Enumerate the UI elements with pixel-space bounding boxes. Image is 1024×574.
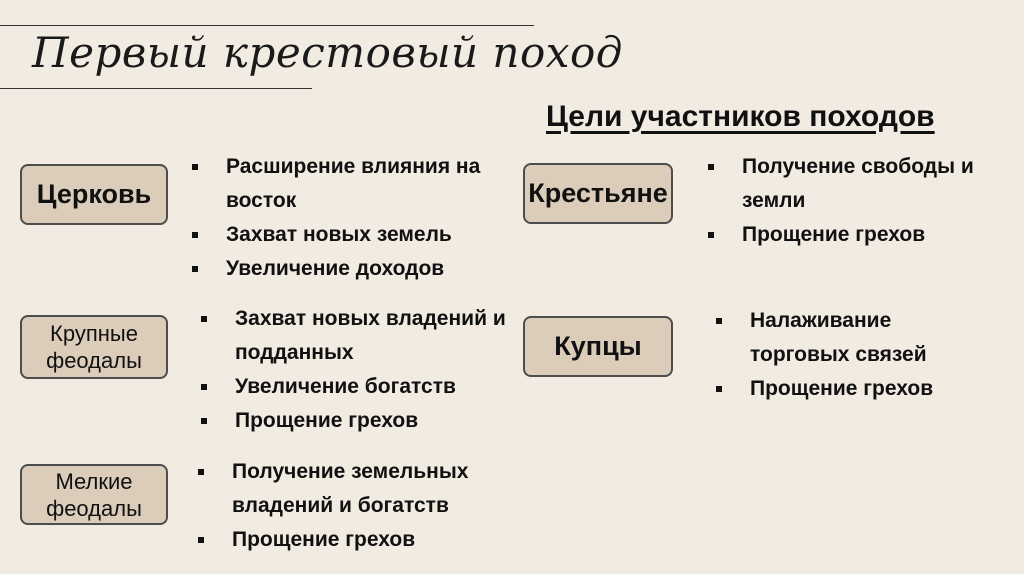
title-bottom-rule — [0, 88, 312, 89]
group-small-feudals: Мелкие феодалы — [20, 464, 168, 525]
group-peasants: Крестьяне — [523, 163, 673, 224]
title-top-rule — [0, 25, 534, 26]
goals-church — [188, 150, 518, 286]
goal-item: Расширение влияния на восток — [188, 150, 518, 218]
goal-item: Получение земельных владений и богатств — [194, 455, 504, 523]
goals-small-feudals — [194, 455, 504, 557]
goals-peasants — [704, 150, 994, 252]
goal-item: Прощение грехов — [712, 372, 972, 406]
goal-item: Получение свободы и земли — [704, 150, 994, 218]
goal-item: Увеличение богатств — [197, 370, 517, 404]
group-merchants: Купцы — [523, 316, 673, 377]
page-title: Первый крестовый поход — [32, 28, 623, 77]
goal-item: Захват новых владений и подданных — [197, 302, 517, 370]
section-subtitle: Цели участников походов — [546, 100, 935, 133]
goals-merchants — [712, 304, 972, 406]
goal-item: Налаживание торговых связей — [712, 304, 972, 372]
goal-item: Увеличение доходов — [188, 252, 518, 286]
group-church: Церковь — [20, 164, 168, 225]
goals-large-feudals — [197, 302, 517, 438]
goal-item: Прощение грехов — [704, 218, 994, 252]
goal-item: Прощение грехов — [194, 523, 504, 557]
goal-item: Захват новых земель — [188, 218, 518, 252]
goal-item: Прощение грехов — [197, 404, 517, 438]
group-large-feudals: Крупные феодалы — [20, 315, 168, 379]
